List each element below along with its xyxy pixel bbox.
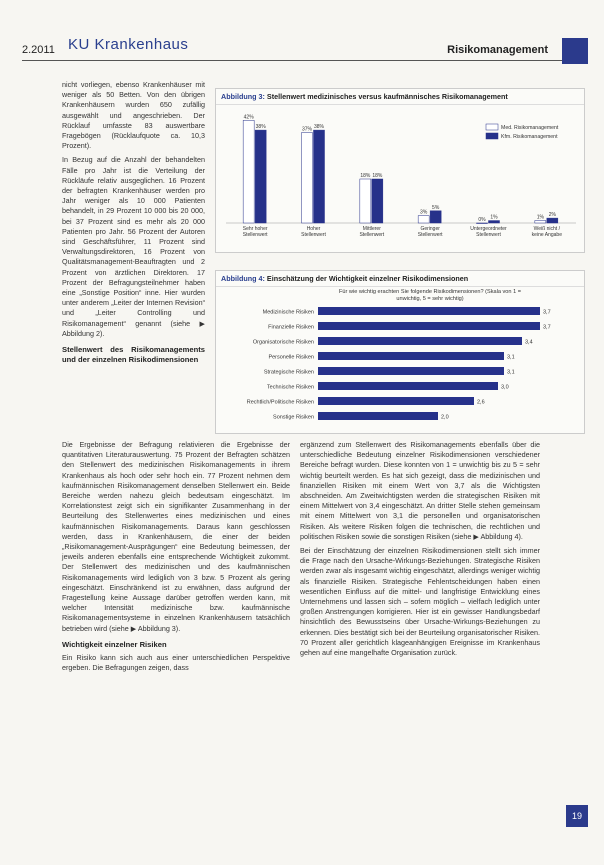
section-heading: Stellenwert des Risikomanagements und der einzelnen Risikodimensionen [62, 345, 205, 365]
section-title: Risikomanagement [447, 44, 548, 56]
bar-med [418, 216, 429, 223]
bar [318, 322, 540, 330]
y-tick-label: Technische Risiken [266, 384, 314, 391]
left-column-top [62, 80, 205, 368]
bar [318, 367, 504, 375]
data-label: 2,6 [477, 399, 485, 406]
figure-3-caption: Stellenwert medizinisches versus kaufmännisches Risikomanagement [266, 92, 508, 101]
y-tick-label: Sonstige Risiken [273, 414, 314, 421]
x-tick-label: Weiß nicht / [533, 226, 560, 232]
data-label: 2% [548, 212, 556, 219]
figure-4-subtitle: Für wie wichtig erachten Sie folgende Risikodimensionen? (Skala von 1 = unwichtig, 5 = sehr wichtig) [338, 289, 522, 302]
legend-label: Kfm. Risikomanagement [501, 134, 558, 140]
figure-3-label: Abbildung 3: [221, 92, 265, 101]
paragraph: Die Ergebnisse der Befragung relativieren die Ergebnisse der quantitativen Literaturauswertung. 75 Prozent der Befragten schätzen den Stellenwert des medizinischen Risikomanagements in ihrem Krankenhaus als hoch oder sehr hoch ein. 77 Prozent nehmen dem kaufmännischen Risikomanagement denselben Stellenwert ein. Beide Bereiche werden nahezu gleich bedeutsam eingeschätzt. Im Korrelationstest zeigt sich ein signifikanter Zusammenhang in der Beurteilung des Stellenwertes eines medizinischen und eines kaufmännischen Risikomanagements. Daraus kann geschlossen werden, dass in Krankenhäusern, die einer der beiden „Risikomanagement-Ausprägungen“ eine Bedeutung beimessen, der jeweils anderen ebenfalls eine entsprechende Wichtigkeit zukommt. Der Stellenwert des medizinischen und des kaufmännischen Risikomanagements wird lediglich von 3 bzw. 5 Prozent als gering eingeschätzt. Einschränkend ist zu erwähnen, dass aufgrund der Fragestellung keine Aussage darüber getroffen werden kann, mit welcher Intensität medizinische bzw. kaufmännische Risikomanagementsysteme in einzelnen Krankenhäusern tatsächlich betrieben wird (siehe ▶ Abbildung 3). [62, 440, 290, 633]
data-label: 18% [360, 173, 371, 179]
section-heading: Wichtigkeit einzelner Risiken [62, 639, 167, 649]
x-tick-label: Stellenwert [476, 232, 501, 238]
bar [318, 307, 540, 315]
figure-4-title [216, 271, 584, 287]
bar [318, 397, 474, 405]
figure-3 [215, 88, 585, 253]
data-label: 1% [536, 214, 544, 221]
data-label: 1% [490, 214, 498, 221]
data-label: 38% [313, 124, 325, 131]
x-tick-label: keine Angabe [531, 232, 562, 238]
x-tick-label: Stellenwert [359, 232, 385, 238]
data-label: 3,7 [543, 324, 551, 331]
data-label: 3,1 [507, 369, 515, 376]
y-tick-label: Rechtlich/Politische Risiken [246, 399, 314, 406]
x-tick-label: Stellenwert [242, 232, 268, 238]
paragraph: Ein Risiko kann sich auch aus einer unterschiedlichen Perspektive ergeben. Die Befragungen zeigen, dass [62, 653, 290, 673]
x-tick-label: Stellenwert [417, 232, 443, 238]
bar-kfm [547, 218, 558, 223]
bar-kfm [255, 130, 266, 223]
figure-4-caption: Einschätzung der Wichtigkeit einzelner Risikodimensionen [266, 274, 469, 283]
paragraph: Bei der Einschätzung der einzelnen Risikodimensionen stellt sich immer die Frage nach den Ursache-Wirkungs-Beziehungen. Strategische Risiken werden zwar als insgesamt wichtig eingeschätzt, allerdings weniger wichtig als finanzielle Risiken. Strategische Fehlentscheidungen haben einen wesentlichen Einfluss auf die mittel- und langfristige Entwicklung eines Unternehmens und lassen sich – sofern möglich – vielfach lediglich unter großen Anstrengungen korrigieren. Hier ist ein gewisser Handlungsbedarf hinsichtlich des Bewusstseins über Ursache-Wirkungs-Beziehungen zu erkennen. Dies bestätigt sich bei der Beurteilung organisatorischer Risiken. 70 Prozent aller gerichtlich klageanhängigen Ereignisse im Krankenhaus gehen auf eine mangelhafte Organisation zurück. [300, 546, 540, 658]
data-label: 0% [478, 217, 486, 223]
page-header [22, 38, 582, 60]
data-label: 38% [255, 124, 266, 131]
data-label: 3,7 [543, 309, 551, 316]
data-label: 2,0 [441, 414, 449, 421]
figure-3-chart [216, 105, 584, 250]
bar-med [360, 179, 371, 223]
y-tick-label: Organisatorische Risiken [252, 339, 314, 346]
data-label: 18% [372, 173, 383, 179]
data-label: 37% [301, 126, 313, 133]
figure-4 [215, 270, 585, 434]
page-number: 19 [566, 805, 588, 827]
bar-kfm [372, 179, 383, 223]
bar-med [302, 133, 313, 223]
figure-4-chart [216, 303, 584, 433]
figure-3-title [216, 89, 584, 105]
paragraph: In Bezug auf die Anzahl der behandelten Fälle pro Jahr ist die Verteilung der Rückläufe relativ ausgeglichen. 16 Prozent der befragten Krankenhäuser werden pro Jahr weniger als 10 000 Patienten behandelt, in 29 Prozent 10 000 bis 20 000, bei 37 Prozent sind es mehr als 20 000 Patienten pro Jahr. 56 Prozent der Autoren sind Geschäftsführer, 11 Prozent sind Verwaltungsdirektoren, 16 Prozent von Qualitätsmanagement-Beauftragten und 2 Prozent von ärztlichen Direktoren. 17 Prozent der Befragungsteilnehmer haben eine „Sonstige Position“ inne. Hier wurden unter anderem „Leiter der Internen Revision“ und „Leiter Controlling und Risikomanagement“ genannt (siehe ▶ Abbildung 2). [62, 155, 205, 338]
bar-med [243, 120, 254, 223]
data-label: 3,1 [507, 354, 515, 361]
paragraph: nicht vorliegen, ebenso Krankenhäuser mit weniger als 50 Betten. Von den übrigen Krankenhäusern wurden 650 zufällig ausgewählt und angeschrieben. Der Rücklauf umfasste 83 auswertbare Fragebögen (Rücklaufquote ca. 10,3 Prozent). [62, 80, 205, 151]
y-tick-label: Finanzielle Risiken [268, 324, 314, 331]
data-label: 3,0 [501, 384, 509, 391]
data-label: 42% [243, 114, 254, 121]
brand-logo: KU Krankenhaus [68, 36, 189, 53]
y-tick-label: Medizinische Risiken [262, 309, 314, 316]
issue-number: 2.2011 [22, 44, 55, 56]
bar [318, 352, 504, 360]
data-label: 5% [432, 204, 440, 211]
x-tick-label: Stellenwert [301, 232, 326, 238]
bar-kfm [489, 221, 500, 223]
left-column-bottom [62, 440, 290, 677]
x-tick-label: Hoher [306, 226, 321, 232]
right-column [300, 440, 540, 662]
section-tab-marker [562, 38, 588, 64]
bar-kfm [314, 130, 325, 223]
bar-med [535, 221, 546, 223]
bar [318, 382, 498, 390]
x-tick-label: Geringer [420, 226, 440, 232]
bar [318, 412, 438, 420]
legend-swatch [486, 124, 498, 130]
legend-label: Med. Risikomanagement [501, 125, 559, 131]
bar-kfm [430, 211, 441, 223]
y-tick-label: Personelle Risiken [268, 354, 314, 361]
x-tick-label: Untergeordneter [470, 226, 507, 232]
paragraph: ergänzend zum Stellenwert des Risikomanagements ebenfalls über die unterschiedliche Bedeutung einzelner Risikodimensionen verschiedener Bereiche befragt wurden. Diese konnten von 1 = unwichtig bis zu 5 = sehr wichtig beurteilt werden. Es hat sich gezeigt, dass die medizinischen und finanziellen Risiken mit einem Wert von 3,7 als die Wichtigsten abschneiden. Am Zweitwichtigsten werden die strategischen Risiken mit einem Mittelwert von 3,4 eingeschätzt. An dritter Stelle stehen gemeinsam mit einem Mittelwert von 3,1 die personellen und organisatorischen Risiken. Als weitere Risiken folgen die technischen, die rechtlichen und politischen Risiken sowie die sonstigen Risiken (siehe ▶ Abbildung 4). [300, 440, 540, 541]
bar [318, 337, 522, 345]
header-divider [22, 60, 562, 61]
data-label: 3,4 [525, 339, 533, 346]
figure-4-label: Abbildung 4: [221, 274, 265, 283]
x-tick-label: Sehr hoher [242, 226, 268, 232]
data-label: 3% [420, 209, 428, 216]
y-tick-label: Strategische Risiken [263, 369, 314, 376]
legend-swatch [486, 133, 498, 139]
bar-med [477, 223, 488, 224]
x-tick-label: Mittlerer [362, 226, 381, 232]
